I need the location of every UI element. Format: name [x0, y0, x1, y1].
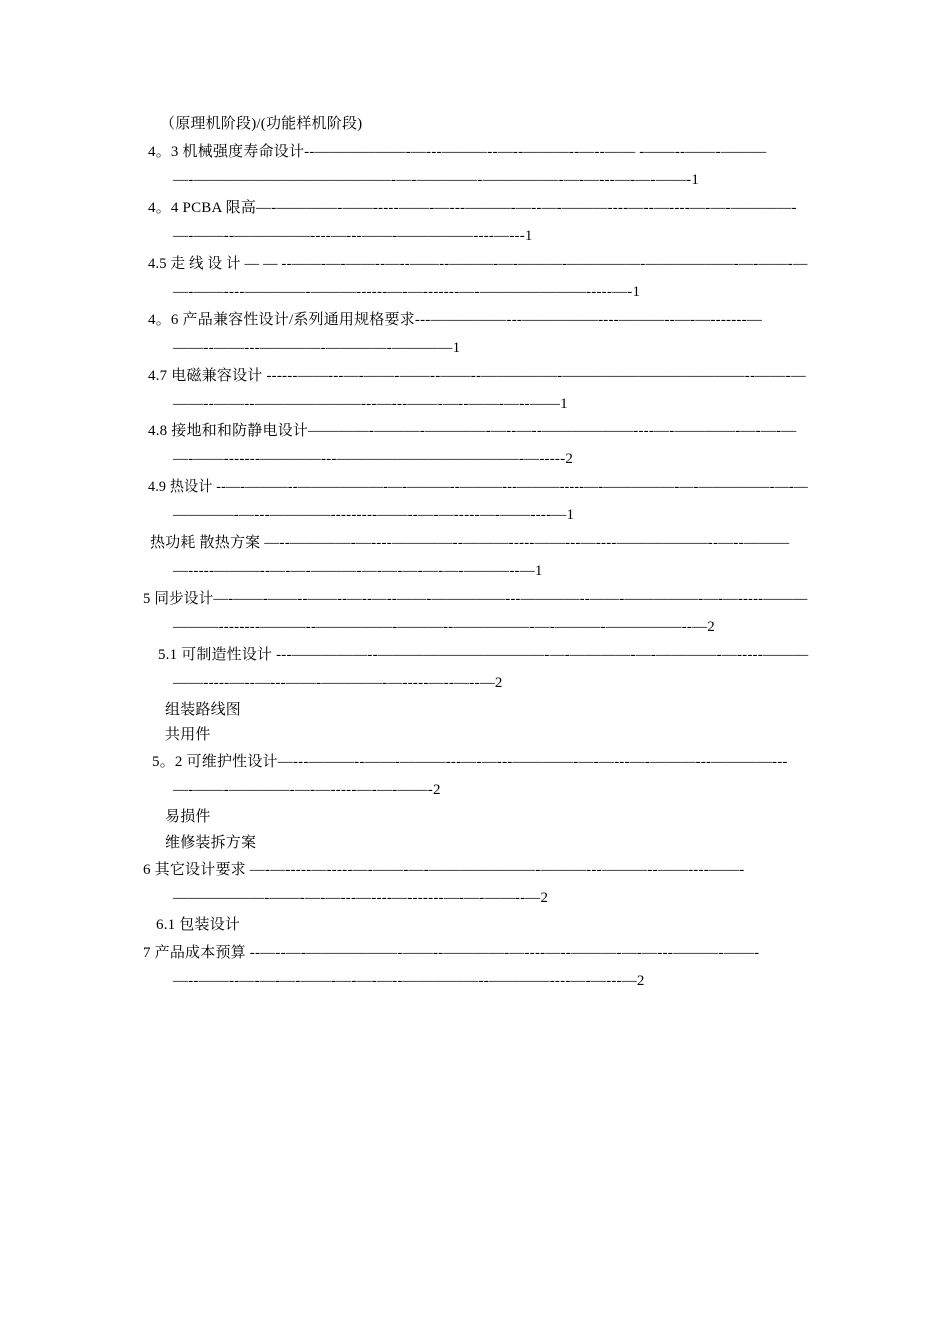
toc-entry-prototype-stage: （原理机阶段)/(功能样机阶段) [160, 116, 363, 132]
toc-entry-4-9: 4.9 热设计 --—-———--——————-—-———--———---———-----—-—————-—-—————-—-— [148, 479, 808, 495]
toc-entry-4-9-cont: ————-—---————---------——--—-—-----—-——----—1 [173, 507, 575, 523]
toc-entry-heat-cont: —-----———--—-—-———-—-—-—-—-—-———--—1 [173, 563, 543, 579]
toc-entry-4-7-cont: ——--——--———————---—---——-—--——-—--——1 [173, 396, 568, 412]
toc-entry-4-4-cont: —-——--—————----—---——-—————----—---1 [173, 228, 533, 244]
toc-entry-4-5: 4.5 走 线 设 计 — — --——-—-——--—--——--———-—-———-—————-——————-—-——-— [148, 256, 808, 272]
toc-entry-5: 5 同步设计—-——-——--——--—--—--——-—————---————--——-—————-—-—-----——— [143, 591, 808, 607]
toc-entry-5-1: 5.1 可制造性设计 ---—————--———————————-—-————-—-————-—-----——— [158, 647, 809, 663]
toc-entry-4-5-cont: —-——----————-———------—-—-------—-———————-----—-1 [173, 284, 641, 300]
toc-entry-4-6: 4。6 产品兼容性设计/系列通用规格要求---—————---—————----———--—-—-------— [148, 312, 763, 328]
toc-entry-7: 7 产品成本预算 --—--—-——————-——--————-—----—--———-—-—---———-——- [143, 945, 760, 961]
toc-entry-5-cont: ———--------———--—————-———--—————-—-———-—————--—2 [173, 619, 716, 635]
toc-entry-assembly-route: 组装路线图 [165, 702, 242, 718]
toc-entry-4-6-cont: ——--——---————-————-————1 [173, 340, 461, 356]
toc-entry-wear-parts: 易损件 [165, 809, 211, 825]
toc-entry-4-4: 4。4 PCBA 限高—-————-——-----——-—---———-—--—-———----—--—----—-—-————- [148, 200, 797, 216]
toc-entry-4-8-cont: —-——-------————---————————————-—-----2 [173, 451, 574, 467]
toc-entry-4-3: 4。3 机械强度寿命设计--——————-—---———--—--———--—--—— -——--——-——— [148, 144, 767, 160]
toc-entry-4-8: 4.8 接地和和防静电设计————-———-————-—--—--——————----—-————-—-—-— [148, 423, 797, 439]
toc-entry-repair-plan: 维修装拆方案 [165, 835, 257, 851]
toc-entry-5-2: 5。2 可维护性设计—---———--——-———---—-—---————-—-—---—-———---————--- [152, 754, 788, 770]
toc-entry-6: 6 其它设计要求 —-—-----—-----—-——-—-———————-———---———--——----——- [143, 862, 745, 878]
toc-entry-5-1-cont: ——-----—--—---——-————-—-----—--—--—2 [173, 675, 503, 691]
toc-entry-6-1: 6.1 包装设计 [156, 917, 241, 933]
toc-entry-5-2-cont: —-——-————-—-—-----—-—-——-2 [173, 782, 441, 798]
toc-entry-heat: 热功耗 散热方案 —--————-—----————--———-----——---—----——————--—--——— [150, 535, 790, 551]
toc-entry-4-7: 4.7 电磁兼容设计 ------——---—-——-——--——--—————-————————————--——-— [148, 368, 806, 384]
toc-entry-common-parts: 共用件 [165, 727, 211, 743]
toc-entry-6-cont: ——————-——-—-—---—----—-------—-—-——--—2 [173, 890, 549, 906]
toc-entry-4-3-cont: —-—————————————-—-————-—————-—-—---—-—-——-1 [173, 172, 700, 188]
toc-entry-7-cont: —--——--—-—-—-——-—-—-—--—————--————----—-—---—2 [173, 973, 645, 989]
